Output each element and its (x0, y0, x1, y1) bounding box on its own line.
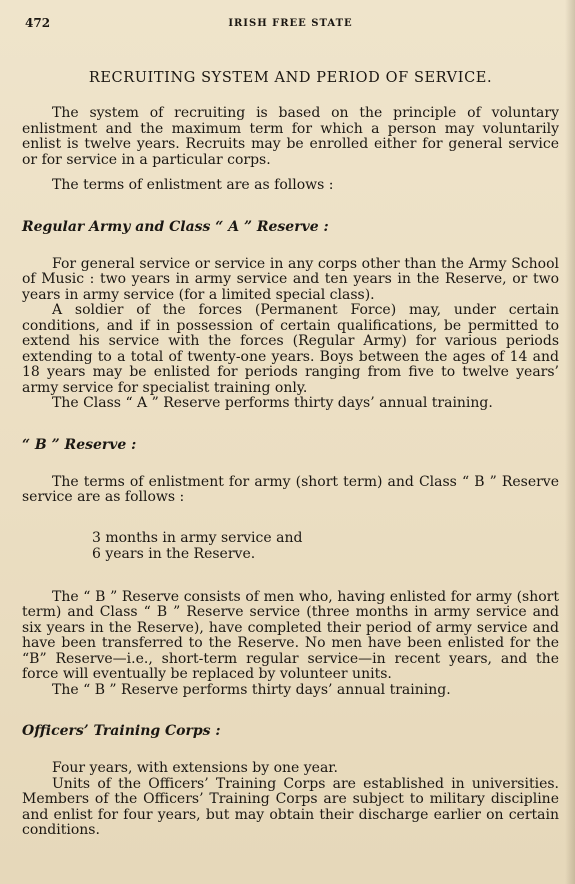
b-reserve-training-paragraph: The “ B ” Reserve performs thirty days’ annual training. (52, 681, 451, 698)
running-head (22, 10, 559, 32)
officers-training-heading: Officers’ Training Corps : (22, 723, 221, 739)
page-number: 472 (25, 16, 51, 30)
b-reserve-terms-paragraph: The terms of enlistment for army (short term) and Class “ B ” Reserve service are as follows : (22, 473, 559, 505)
regular-army-heading: Regular Army and Class “ A ” Reserve : (22, 218, 329, 235)
permanent-force-paragraph: A soldier of the forces (Permanent Force) may, under certain conditions, and if in possession of certain qualifications, be permitted to extend his service with the forces (Regular Army) for various periods extending to a total of twenty-one years. Boys between the ages of 14 and 18 years may be enlisted for periods ranging from five to twelve years’ army service for specialist training only. (22, 302, 559, 396)
terms-intro-paragraph: The terms of enlistment are as follows : (52, 177, 334, 193)
intro-paragraph: The system of recruiting is based on the principle of voluntary enlistment and the maximum term for which a person may voluntarily enlist is twelve years. Recruits may be enrolled either for general service or for service in a particular corps. (22, 105, 559, 168)
b-reserve-terms-block (92, 530, 559, 562)
general-service-paragraph: For general service or service in any corps other than the Army School of Music : two years in army service and ten years in the Reserve, or two years in army service (for a limited special class). (22, 255, 559, 303)
b-reserve-composition-paragraph: The “ B ” Reserve consists of men who, having enlisted for army (short term) and Class “ B ” Reserve service (three months in army service and six years in the Reserve), have completed their period of army service and have been transferred to the Reserve. No men have been enlisted for the “B” Reserve—i.e., short-term regular service—in recent years, and the force will eventually be replaced by volunteer units. (22, 588, 559, 682)
section-title: RECRUITING SYSTEM AND PERIOD OF SERVICE. (88, 70, 493, 86)
officers-units-paragraph: Units of the Officers’ Training Corps are established in universities. Members of the Officers’ Training Corps are subject to military discipline and enlist for four years, but may obtain their discharge earlier on certain conditions. (22, 775, 559, 838)
b-reserve-heading: “ B ” Reserve : (22, 436, 137, 453)
running-title: IRISH FREE STATE (228, 18, 353, 29)
class-a-training-paragraph: The Class “ A ” Reserve performs thirty days’ annual training. (52, 395, 493, 411)
reserve-term: 6 years in the Reserve. (92, 545, 256, 562)
officers-term-paragraph: Four years, with extensions by one year. (52, 760, 338, 776)
army-service-term: 3 months in army service and (92, 529, 303, 546)
